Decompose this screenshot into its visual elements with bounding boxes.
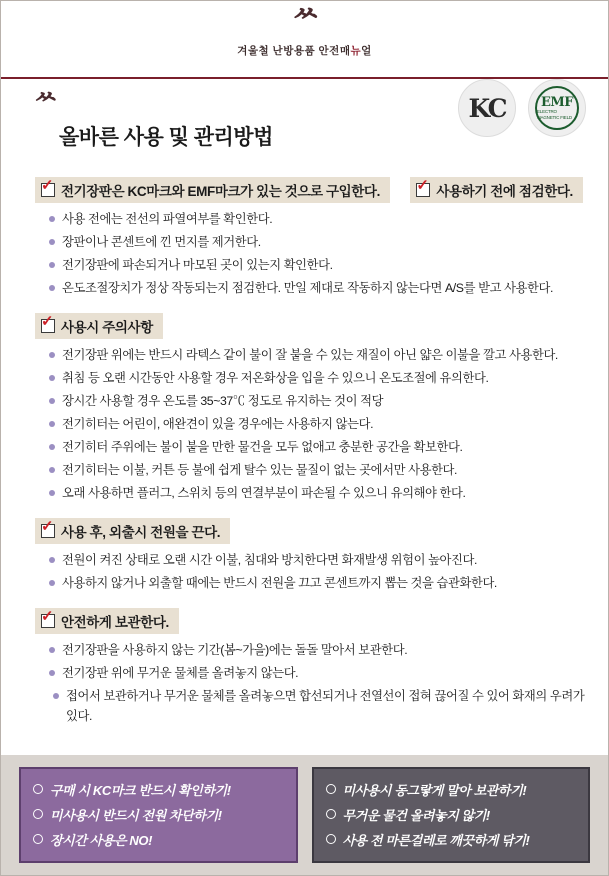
page-header (1, 1, 608, 79)
list-item: 오래 사용하면 플러그, 스위치 등의 연결부분이 파손될 수 있으니 유의해야 한다. (49, 483, 590, 503)
footer-left-text-3: 장시간 사용은 NO! (50, 832, 153, 848)
kc-mark-label: KC (468, 93, 506, 123)
section-heading-5 (35, 608, 179, 634)
circle-bullet-icon (326, 784, 336, 794)
section-4-list (49, 550, 590, 593)
footer-left-line-2 (33, 803, 290, 828)
list-item: 전기장판 위에는 반드시 라텍스 같이 불이 잘 붙을 수 있는 재질이 아닌 얇은 이불을 깔고 사용한다. (49, 345, 590, 365)
circle-bullet-icon (33, 834, 43, 844)
footer-right-text-1: 미사용시 동그랗게 말아 보관하기! (342, 782, 527, 798)
list-item: 전원이 켜진 상태로 오랜 시간 이불, 침대와 방치한다면 화재발생 위험이 높아진다. (49, 550, 590, 570)
footer-box-right (312, 767, 591, 863)
footer-left-line-3 (33, 828, 290, 853)
title-logo-mark: ᄊ (33, 91, 57, 121)
list-item: 전기히터는 이불, 커튼 등 불에 쉽게 탈수 있는 물질이 없는 곳에서만 사용한다. (49, 460, 590, 480)
header-subtitle-suffix: 얼 (361, 45, 372, 57)
main-content (1, 79, 608, 726)
header-logo-mark: ᄊ (291, 6, 318, 41)
list-item: 전기히터 주위에는 불이 붙을 만한 물건을 모두 없애고 충분한 공간을 확보한다. (49, 437, 590, 457)
section-heading-2-label: 사용하기 전에 점검한다. (436, 184, 573, 199)
section-heading-4-label: 사용 후, 외출시 전원을 끈다. (61, 525, 221, 540)
list-item: 전기장판을 사용하지 않는 기간(봄~가을)에는 돌돌 말아서 보관한다. (49, 640, 590, 660)
section-heading-1-label: 전기장판은 KC마크와 EMF마크가 있는 것으로 구입한다. (61, 184, 380, 199)
section-heading-3 (35, 313, 163, 339)
list-item: 전기히터는 어린이, 애완견이 있을 경우에는 사용하지 않는다. (49, 414, 590, 434)
footer-left-text-1: 구매 시 KC마크 반드시 확인하기! (50, 782, 231, 798)
footer-left-line-1 (33, 778, 290, 803)
list-item-note: 장시간 사용할 경우 온도를 35~37℃ 정도로 유지하는 것이 적당 (49, 391, 590, 411)
footer-right-line-1 (326, 778, 583, 803)
check-icon (41, 183, 55, 197)
list-item: 온도조절장치가 정상 작동되는지 점검한다. 만일 제대로 작동하지 않는다면 A/S를 받고 사용한다. (49, 278, 590, 298)
list-item: 사용 전에는 전선의 파열여부를 확인한다. (49, 209, 590, 229)
list-item-note: 접어서 보관하거나 무거운 물체를 올려놓으면 합선되거나 전열선이 접혀 끊어질 수 있어 화재의 우려가 있다. (53, 686, 590, 726)
footer-right-line-3 (326, 828, 583, 853)
title-text: 올바른 사용 및 관리방법 (59, 126, 273, 149)
circle-bullet-icon (326, 809, 336, 819)
emf-mark-label: EMF (540, 94, 574, 110)
check-icon (416, 183, 430, 197)
footer-right-text-2: 무거운 물건 올려놓지 않기! (342, 807, 490, 823)
section-heading-5-label: 안전하게 보관한다. (61, 615, 169, 630)
circle-bullet-icon (326, 834, 336, 844)
header-subtitle-highlight: 뉴 (350, 45, 362, 57)
check-icon (41, 614, 55, 628)
footer-left-text-2: 미사용시 반드시 전원 차단하기! (50, 807, 222, 823)
section-heading-1 (35, 177, 390, 203)
footer-box-left (19, 767, 298, 863)
circle-bullet-icon (33, 784, 43, 794)
section-heading-3-label: 사용시 주의사항 (61, 320, 153, 335)
section-heading-4 (35, 518, 230, 544)
emf-mark-sub: ELECTRO MAGNETIC FIELD (537, 108, 572, 120)
footer-right-text-3: 사용 전 마른걸레로 깨끗하게 닦기! (342, 832, 530, 848)
page-title (19, 93, 590, 151)
section-heading-2 (410, 177, 582, 203)
list-item: 장판이나 콘센트에 낀 먼지를 제거한다. (49, 232, 590, 252)
list-item: 전기장판에 파손되거나 마모된 곳이 있는지 확인한다. (49, 255, 590, 275)
section-5-list (49, 640, 590, 726)
header-subtitle (1, 43, 608, 58)
list-item: 전기장판 위에 무거운 물체를 올려놓지 않는다. (49, 663, 590, 683)
circle-bullet-icon (33, 809, 43, 819)
footer-right-line-2 (326, 803, 583, 828)
check-icon (41, 319, 55, 333)
section-3-list (49, 345, 590, 503)
section-2-list (49, 209, 590, 298)
header-subtitle-prefix: 겨울철 난방용품 안전매 (237, 45, 351, 57)
check-icon (41, 524, 55, 538)
footer-summary (1, 755, 608, 875)
list-item: 사용하지 않거나 외출할 때에는 반드시 전원을 끄고 콘센트까지 뽑는 것을 습관화한다. (49, 573, 590, 593)
list-item: 취침 등 오랜 시간동안 사용할 경우 저온화상을 입을 수 있으니 온도조절에 유의한다. (49, 368, 590, 388)
